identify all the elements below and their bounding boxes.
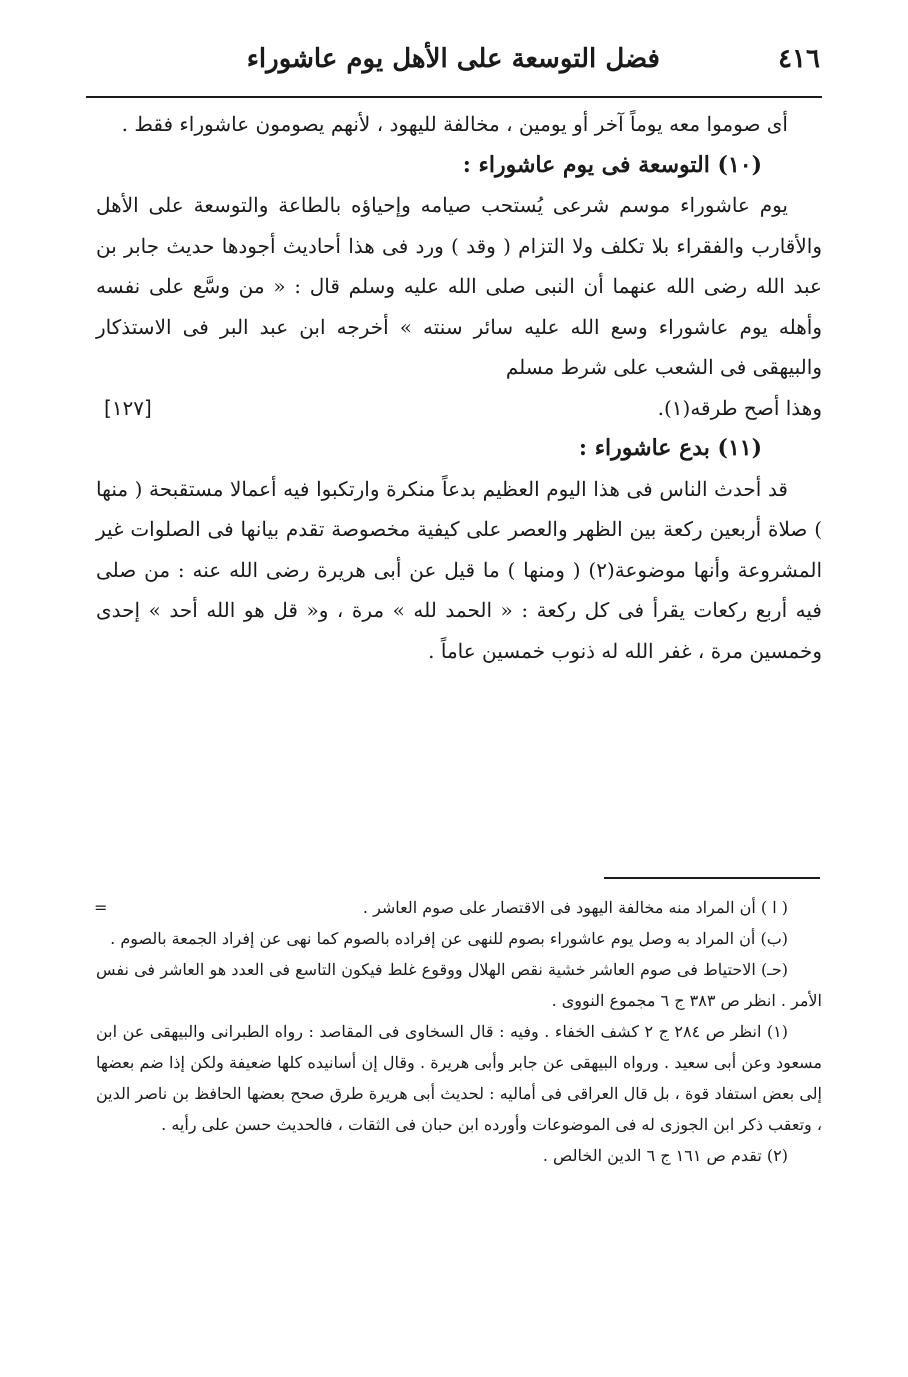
section-11-paragraph: قد أحدث الناس فى هذا اليوم العظيم بدعاً منكرة وارتكبوا فيه أعمالا مستقبحة ( منها ) صلاة أربعين ركعة بين الظهر والعصر على كيفية مخصوصة تقدم بيانها فى الصلوات غير المشروعة وأنها موضوعة(٢) ( ومنها ) ما قيل عن أبى هريرة رضى الله عنه : من صلى فيه أربع ركعات يقرأ فى كل ركعة : « الحمد لله » مرة ، و« قل هو الله أحد » إحدى وخمسين مرة ، غفر الله له ذنوب خمسين عاماً . xyxy=(96,476,822,663)
page-number: ٤١٦ xyxy=(778,44,820,74)
footnote-c: (حـ) الاحتياط فى صوم العاشر خشية نقص الهلال ووقوع غلط فيكون التاسع فى العدد هو العاشر فى نفس الأمر . انظر ص ٣٨٣ ج ٦ مجموع النووى . xyxy=(96,960,822,1010)
page-header xyxy=(90,42,830,92)
footnote-1: (١) انظر ص ٢٨٤ ج ٢ كشف الخفاء . وفيه : قال السخاوى فى المقاصد : رواه الطبرانى والبيهقى عن ابن مسعود وعن أبى سعيد . ورواه البيهقى عن جابر وأبى هريرة . وقال إن أسانيده كلها ضعيفة ولكن إذا ضم بعضها إلى بعض استفاد قوة ، بل قال العراقى فى أماليه : لحديث أبى هريرة طرق صحح بعضها الحافظ بن ناصر الدين ، وتعقب ذكر ابن الجوزى له فى الموضوعات وأورده ابن حبان فى الثقات ، فالحديث حسن على رأيه . xyxy=(96,1022,823,1134)
footnotes xyxy=(96,892,822,1171)
footnote-b: (ب) أن المراد به وصل يوم عاشوراء بصوم للنهى عن إفراده بالصوم كما نهى عن إفراد الجمعة بالصوم . xyxy=(110,929,788,948)
main-text xyxy=(96,104,822,671)
footnote-separator xyxy=(604,877,820,879)
section-11-heading: (١١) بدع عاشوراء : xyxy=(578,435,762,461)
footnote-a xyxy=(96,892,822,923)
running-title: فضل التوسعة على الأهل يوم عاشوراء xyxy=(246,44,660,74)
intro-paragraph: أى صوموا معه يوماً آخر أو يومين ، مخالفة لليهود ، لأنهم يصومون عاشوراء فقط . xyxy=(121,112,788,136)
section-10-closing: وهذا أصح طرقه(١). xyxy=(657,395,822,420)
section-10-paragraph: يوم عاشوراء موسم شرعى يُستحب صيامه وإحياؤه بالطاعة والتوسعة على الأهل والأقارب والفقراء بلا تكلف ولا التزام ( وقد ) ورد فى هذا أحاديث أجودها حديث جابر بن عبد الله رضى الله عنهما أن النبى صلى الله عليه وسلم قال : « من وسَّع على نفسه وأهله يوم عاشوراء وسع الله عليه سائر سنته » أخرجه ابن عبد البر فى الاستذكار والبيهقى فى الشعب على شرط مسلم xyxy=(96,193,822,379)
hadith-reference-number: [١٢٧] xyxy=(104,395,152,420)
footnote-2: (٢) تقدم ص ١٦١ ج ٦ الدين الخالص . xyxy=(542,1146,788,1165)
section-10-heading: (١٠) التوسعة فى يوم عاشوراء : xyxy=(462,151,762,178)
header-rule xyxy=(86,96,822,98)
footnote-a-text: ( ا ) أن المراد منه مخالفة اليهود فى الاقتصار على صوم العاشر . xyxy=(362,898,788,917)
section-10-last-line xyxy=(96,388,822,429)
continuation-mark: = xyxy=(94,898,108,917)
